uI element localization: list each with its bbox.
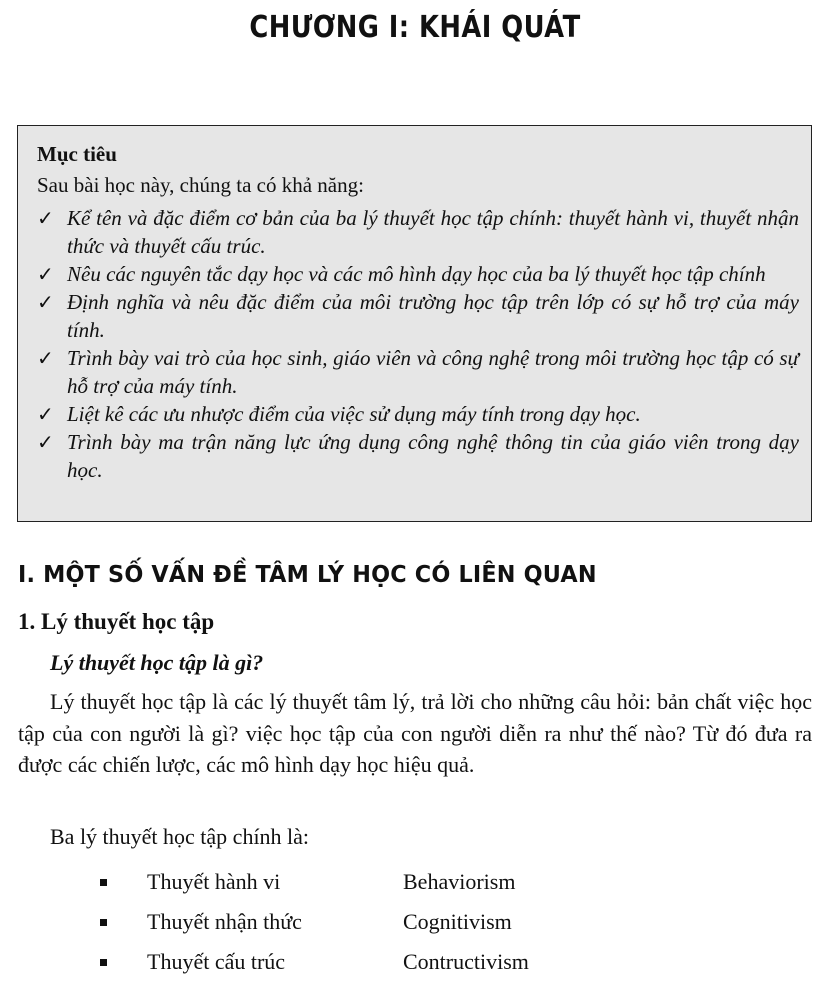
objective-text: Trình bày vai trò của học sinh, giáo viên và công nghệ trong môi trường học tập có sự hỗ trợ của máy tính. — [67, 346, 799, 398]
objective-text: Trình bày ma trận năng lực ứng dụng công nghệ thông tin của giáo viên trong dạy học. — [67, 430, 799, 482]
checkmark-icon: ✓ — [37, 290, 54, 314]
objective-item — [37, 260, 799, 288]
objective-item — [37, 288, 799, 344]
theory-row — [100, 862, 529, 902]
objectives-intro: Sau bài học này, chúng ta có khả năng: — [37, 173, 364, 197]
question-heading: Lý thuyết học tập là gì? — [50, 650, 264, 675]
objective-item — [37, 344, 799, 400]
theory-name-en: Cognitivism — [403, 909, 512, 934]
theory-name-en: Contructivism — [403, 949, 529, 974]
bullet-icon — [100, 959, 107, 966]
theory-row — [100, 942, 529, 982]
subsection-heading: 1. Lý thuyết học tập — [18, 609, 215, 634]
bullet-icon — [100, 879, 107, 886]
checkmark-icon: ✓ — [37, 346, 54, 370]
objective-item — [37, 400, 799, 428]
objectives-list — [37, 204, 799, 484]
checkmark-icon: ✓ — [37, 402, 54, 426]
bullet-icon — [100, 919, 107, 926]
objective-item — [37, 428, 799, 484]
theory-name-vn: Thuyết hành vi — [147, 869, 281, 894]
theory-name-en: Behaviorism — [403, 869, 516, 894]
objective-text: Định nghĩa và nêu đặc điểm của môi trường học tập trên lớp có sự hỗ trợ của máy tính. — [67, 290, 799, 342]
theory-name-vn: Thuyết nhận thức — [147, 909, 302, 934]
objectives-box — [17, 125, 812, 522]
body-paragraph: Lý thuyết học tập là các lý thuyết tâm lý, trả lời cho những câu hỏi: bản chất việc học tập của con người là gì? việc học tập của con người diễn ra như thế nào? Từ đó đưa ra được các chiến lược, các mô hình dạy học hiệu quả. — [18, 689, 812, 777]
checkmark-icon: ✓ — [37, 262, 54, 286]
chapter-title: CHƯƠNG I: KHÁI QUÁT — [249, 10, 581, 45]
theories-list — [100, 862, 529, 982]
objective-text: Nêu các nguyên tắc dạy học và các mô hình dạy học của ba lý thuyết học tập chính — [67, 262, 766, 286]
objective-text: Liệt kê các ưu nhược điểm của việc sử dụng máy tính trong dạy học. — [67, 402, 641, 426]
objectives-heading: Mục tiêu — [37, 142, 117, 166]
objective-item — [37, 204, 799, 260]
checkmark-icon: ✓ — [37, 430, 54, 454]
checkmark-icon: ✓ — [37, 206, 54, 230]
theory-name-vn: Thuyết cấu trúc — [147, 949, 286, 974]
section-heading: I. MỘT SỐ VẤN ĐỀ TÂM LÝ HỌC CÓ LIÊN QUAN — [18, 562, 597, 588]
theory-row — [100, 902, 529, 942]
theories-intro: Ba lý thuyết học tập chính là: — [50, 824, 310, 849]
objective-text: Kể tên và đặc điểm cơ bản của ba lý thuyết học tập chính: thuyết hành vi, thuyết nhận thức và thuyết cấu trúc. — [67, 206, 799, 258]
